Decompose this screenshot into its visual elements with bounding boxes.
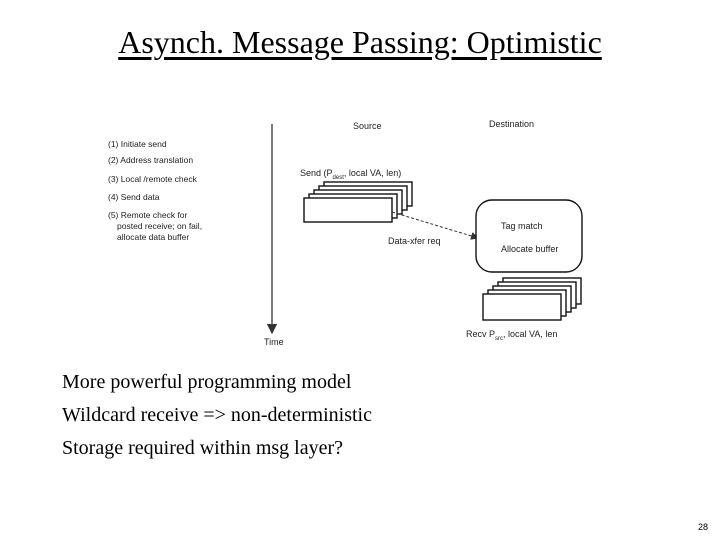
bullet-item-1: More powerful programming model — [62, 371, 352, 393]
send-label — [300, 168, 401, 181]
step-4: (4) Send data — [108, 192, 160, 202]
bullet-list — [62, 366, 372, 465]
allocate-buffer-label: Allocate buffer — [501, 244, 559, 254]
recv-label-subscript: src — [495, 336, 504, 342]
step-5: (5) Remote check for — [108, 210, 188, 220]
tag-match-label: Tag match — [501, 221, 543, 231]
page-number: 28 — [697, 522, 708, 532]
send-label-subscript: dest — [332, 175, 344, 181]
source-label: Source — [353, 121, 382, 131]
recv-label-prefix: Recv P — [466, 329, 496, 339]
step-5-cont-2: allocate data buffer — [117, 232, 190, 242]
recv-buffer-stack — [483, 278, 581, 320]
step-1: (1) Initiate send — [108, 139, 167, 149]
step-2: (2) Address translation — [108, 155, 194, 165]
send-label-suffix: , local VA, len) — [343, 168, 402, 178]
tag-match-box — [476, 200, 582, 272]
time-label: Time — [264, 337, 284, 347]
recv-label-suffix: , local VA, len — [503, 329, 558, 339]
send-label-prefix: Send (P — [300, 168, 333, 178]
data-xfer-arrow — [392, 212, 478, 238]
send-buffer-stack — [304, 182, 412, 222]
data-xfer-label: Data-xfer req — [388, 236, 441, 246]
destination-label: Destination — [489, 119, 535, 129]
slide-title: Asynch. Message Passing: Optimistic — [118, 24, 602, 60]
recv-label — [466, 329, 557, 342]
steps-list — [108, 139, 202, 242]
step-5-cont-1: posted receive; on fail, — [117, 221, 203, 231]
bullet-item-3: Storage required within msg layer? — [62, 437, 344, 459]
bullet-item-2: Wildcard receive => non-deterministic — [62, 404, 372, 426]
step-3: (3) Local /remote check — [108, 174, 197, 184]
